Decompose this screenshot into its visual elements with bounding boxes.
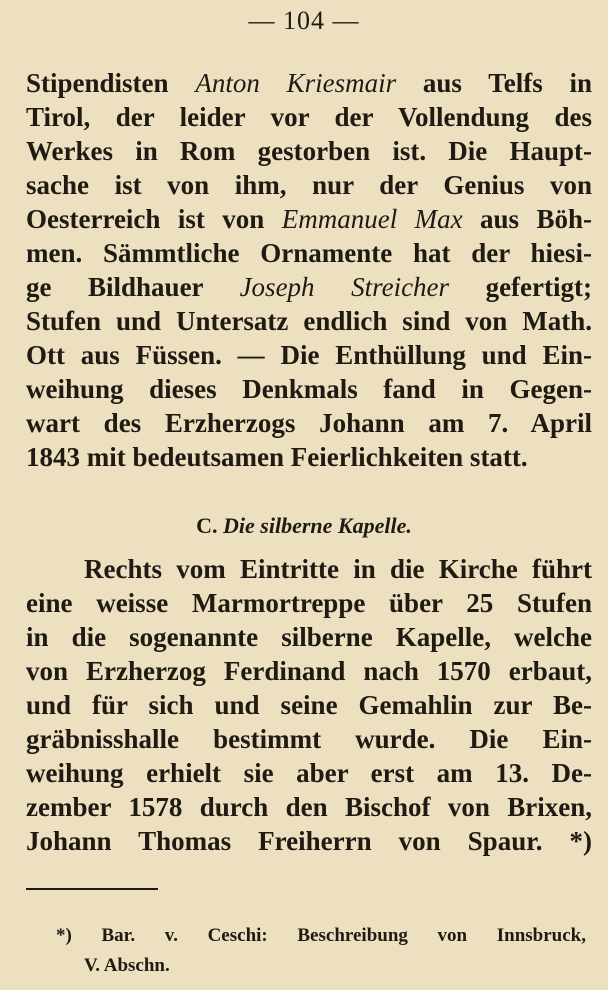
text-line: Stufen und Untersatz endlich sind von Math. <box>26 306 592 336</box>
text-segment: aus Telfs in <box>396 68 593 98</box>
text-segment: Stipendisten <box>26 68 196 98</box>
section-letter: C. <box>196 513 224 538</box>
page-number: — 104 — <box>248 6 360 35</box>
text-line: eine weisse Marmortreppe über 25 Stufen <box>26 588 592 618</box>
text-line: Rechts vom Eintritte in die Kirche führt <box>84 554 592 584</box>
text-line <box>26 66 592 100</box>
text-line: Johann Thomas Freiherrn von Spaur. *) <box>26 826 592 856</box>
text-line: weihung erhielt sie aber erst am 13. De- <box>26 758 592 788</box>
text-line <box>26 270 592 304</box>
text-line: gräbnisshalle bestimmt wurde. Die Ein- <box>26 724 592 754</box>
section-title: Die silberne Kapelle. <box>223 513 412 538</box>
footnote-rule <box>26 888 158 890</box>
footnote-line: V. Abschn. <box>84 955 170 976</box>
footnote-line: *) Bar. v. Ceschi: Beschreibung von Innsbruck, <box>56 925 586 946</box>
text-line: und für sich und seine Gemahlin zur Be- <box>26 690 592 720</box>
text-segment: ge Bildhauer <box>26 272 240 302</box>
text-line: Ott aus Füssen. — Die Enthüllung und Ein- <box>26 340 592 370</box>
text-line: Tirol, der leider vor der Vollendung des <box>26 102 592 132</box>
text-line: weihung dieses Denkmals fand in Gegen- <box>26 374 592 404</box>
person-name: Anton Kriesmair <box>195 68 397 98</box>
text-line: in die sogenannte silberne Kapelle, welche <box>26 622 592 652</box>
text-line <box>26 202 592 236</box>
person-name: Joseph Streicher <box>239 272 450 302</box>
section-heading <box>0 513 608 539</box>
text-line: von Erzherzog Ferdinand nach 1570 erbaut, <box>26 656 592 686</box>
text-line: wart des Erzherzogs Johann am 7. April <box>26 408 592 438</box>
text-segment: gefertigt; <box>449 272 592 302</box>
text-segment: Oesterreich ist von <box>26 204 282 234</box>
text-line: zember 1578 durch den Bischof von Brixen, <box>26 792 592 822</box>
person-name: Emmanuel Max <box>281 204 463 234</box>
text-line: sache ist von ihm, nur der Genius von <box>26 170 592 200</box>
text-line: men. Sämmtliche Ornamente hat der hiesi- <box>26 238 592 268</box>
text-line: Werkes in Rom gestorben ist. Die Haupt- <box>26 136 592 166</box>
text-segment: aus Böh- <box>462 204 592 234</box>
text-line: 1843 mit bedeutsamen Feierlichkeiten statt. <box>26 442 528 472</box>
